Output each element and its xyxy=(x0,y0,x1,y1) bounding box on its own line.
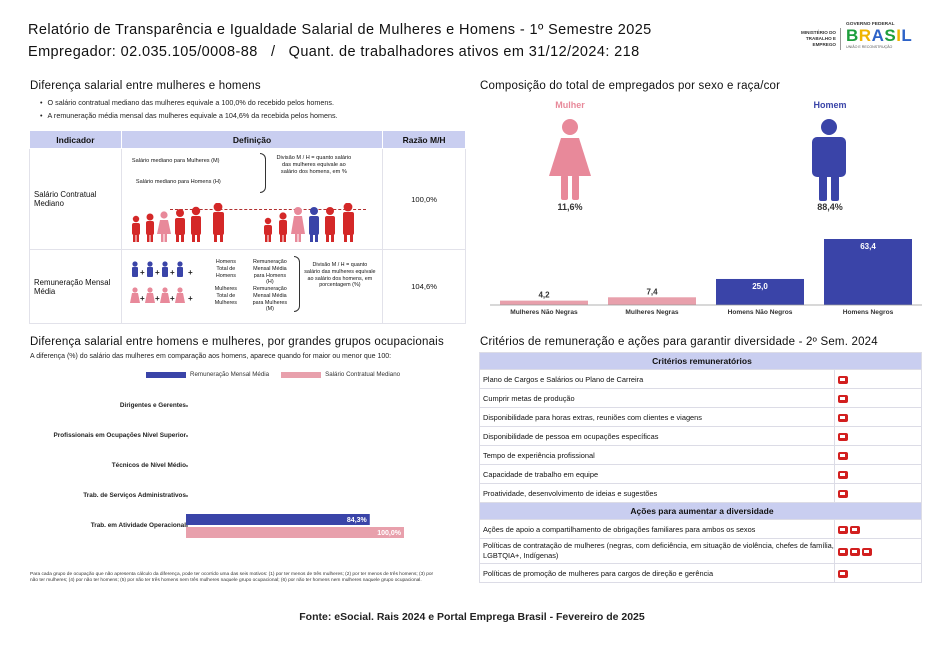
row1-def-women: Salário mediano para Mulheres (M) xyxy=(131,158,220,164)
svg-text:+: + xyxy=(139,294,145,303)
occ-label-5: Trab. em Atividade Operacional xyxy=(90,522,186,529)
col-definition: Definição xyxy=(121,131,382,149)
diversity-marks-3 xyxy=(835,564,922,583)
row1-def-men: Salário mediano para Homens (H) xyxy=(135,179,221,185)
rem-criteria-label-7: Proatividade, desenvolvimento de ideias e sugestões xyxy=(480,484,835,503)
female-icon xyxy=(547,118,593,202)
comp-category-label-3: Homens Não Negros xyxy=(727,309,793,316)
table-row xyxy=(480,520,922,539)
indicator-table xyxy=(29,130,466,324)
row2-people-icons xyxy=(130,260,220,312)
row2-def-women-total: Mulheres Total de Mulheres xyxy=(214,286,237,306)
rem-criteria-label-2: Cumprir metas de produção xyxy=(480,389,835,408)
table-row xyxy=(480,564,922,583)
svg-text:+: + xyxy=(154,294,160,303)
salary-gap-title: Diferença salarial entre mulheres e homens xyxy=(30,80,261,92)
comp-bar-2 xyxy=(608,297,696,305)
row2-brace xyxy=(294,256,300,312)
occupational-bar-chart xyxy=(186,400,426,540)
male-icon xyxy=(806,118,852,202)
female-label: Mulher xyxy=(555,100,585,110)
occ-bar-label-2-5: 100,0% xyxy=(377,530,401,537)
comp-bar-1 xyxy=(500,301,588,305)
indicator-table-header xyxy=(30,131,466,149)
male-label: Homem xyxy=(813,100,847,110)
row2-def-division: Divisão M / H = quanto salário das mulheres equivale ao salário dos homens, em porcentagem (%) xyxy=(304,262,376,289)
comp-bar-value-2: 7,4 xyxy=(646,287,658,297)
occ-label-4: Trab. de Serviços Administrativos xyxy=(83,492,186,499)
salary-gap-bullet-2: • A remuneração média mensal das mulheres equivale a 104,6% da recebida pelos homens. xyxy=(40,111,338,120)
rem-criteria-marks-2 xyxy=(835,389,922,408)
check-mark-icon xyxy=(838,526,848,534)
table-row xyxy=(30,250,466,324)
occ-dot-5 xyxy=(186,525,188,527)
svg-text:+: + xyxy=(169,294,175,303)
composition-title: Composição do total de empregados por sexo e raça/cor xyxy=(480,80,781,92)
legend-label-rem: Remuneração Mensal Média xyxy=(190,371,270,378)
col-ratio: Razão M/H xyxy=(383,131,466,149)
row1-def-division: Divisão M / H = quanto salário das mulheres equivale ao salário dos homens, em % xyxy=(276,155,352,175)
rem-criteria-header xyxy=(480,353,922,370)
comp-category-label-4: Homens Negros xyxy=(842,309,894,316)
rem-criteria-label-3: Disponibilidade para horas extras, reuniões com clientes e viagens xyxy=(480,408,835,427)
comp-category-label-2: Mulheres Negras xyxy=(625,309,679,316)
row2-ratio: 104,6% xyxy=(383,250,466,324)
occ-dot-2 xyxy=(186,435,188,437)
occ-dot-4 xyxy=(186,495,188,497)
legend-label-sal: Salário Contratual Mediano xyxy=(325,371,401,378)
rem-criteria-label-1: Plano de Cargos e Salários ou Plano de Carreira xyxy=(480,370,835,389)
legend-swatch-rem xyxy=(146,372,186,378)
source-footer: Fonte: eSocial. Rais 2024 e Portal Emprega Brasil - Fevereiro de 2025 xyxy=(299,611,645,623)
check-mark-icon xyxy=(838,490,848,498)
male-pct: 88,4% xyxy=(817,202,843,212)
check-mark-icon xyxy=(838,471,848,479)
rem-criteria-marks-6 xyxy=(835,465,922,484)
svg-text:+: + xyxy=(187,268,193,277)
col-indicator: Indicador xyxy=(30,131,122,149)
table-row xyxy=(30,149,466,250)
table-row xyxy=(480,427,922,446)
diversity-header xyxy=(480,503,922,520)
gov-logo-bottom: UNIÃO E RECONSTRUÇÃO xyxy=(846,45,893,49)
table-row xyxy=(480,465,922,484)
svg-text:+: + xyxy=(154,268,160,277)
rem-criteria-label-6: Capacidade de trabalho em equipe xyxy=(480,465,835,484)
check-mark-icon xyxy=(850,548,860,556)
table-row xyxy=(480,484,922,503)
table-row xyxy=(480,370,922,389)
ministry-label: MINISTÉRIO DO TRABALHO E EMPREGO xyxy=(801,30,836,47)
comp-bar-value-1: 4,2 xyxy=(538,290,550,300)
svg-text:+: + xyxy=(187,294,193,303)
people-group-1 xyxy=(132,203,224,242)
check-mark-icon xyxy=(838,452,848,460)
svg-text:+: + xyxy=(169,268,175,277)
diversity-label-3: Políticas de promoção de mulheres para cargos de direção e gerência xyxy=(480,564,835,583)
legend-swatch-sal xyxy=(281,372,321,378)
salary-gap-bullet-1: • O salário contratual mediano das mulheres equivale a 100,0% do recebido pelos homens. xyxy=(40,98,334,107)
occ-label-1: Dirigentes e Gerentes xyxy=(119,402,186,409)
gov-logo-top: GOVERNO FEDERAL xyxy=(846,22,895,27)
diversity-marks-2 xyxy=(835,539,922,564)
check-mark-icon xyxy=(838,433,848,441)
table-row xyxy=(480,389,922,408)
criteria-title: Critérios de remuneração e ações para garantir diversidade - 2º Sem. 2024 xyxy=(480,336,878,348)
occ-bar-label-1-5: 84,3% xyxy=(346,517,367,524)
rem-criteria-marks-1 xyxy=(835,370,922,389)
rem-criteria-marks-3 xyxy=(835,408,922,427)
occ-bar-2-5 xyxy=(186,527,404,538)
rem-criteria-marks-4 xyxy=(835,427,922,446)
check-mark-icon xyxy=(838,376,848,384)
gov-logo xyxy=(846,22,916,58)
check-mark-icon xyxy=(862,548,872,556)
check-mark-icon xyxy=(838,548,848,556)
person-median-man xyxy=(309,207,319,242)
row2-def-men-avg: Remuneração Mensal Média para Homens (H) xyxy=(252,259,287,286)
row2-def-men-total: Homens Total de Homens xyxy=(215,259,236,279)
row1-people-icons xyxy=(128,203,378,248)
table-row xyxy=(480,446,922,465)
header-divider xyxy=(840,28,841,50)
occ-bar-1-5 xyxy=(186,514,370,525)
occupational-subtitle: A diferença (%) do salário das mulheres em comparação aos homens, aparece quando for maior ou menor que 100: xyxy=(30,353,392,360)
female-pct: 11,6% xyxy=(557,202,583,212)
occ-dot-3 xyxy=(186,465,188,467)
report-title: Relatório de Transparência e Igualdade Salarial de Mulheres e Homens - 1º Semestre 2025 xyxy=(28,22,652,38)
occupational-footnote: Para cada grupo de ocupação que não apresenta cálculo da diferença, pode ter ocorrido uma das seis motivos: (1) por ter menos de três mulheres; (2) por ter menos de três homens; (3) por não ter mulheres; (4) por não ter homens; (5) por não ter três homens nem três mulheres naquele grupo ocupacional; (6) por não ter homens nem mulheres naquele grupo ocupacional. xyxy=(30,572,434,584)
occ-dot-1 xyxy=(186,405,188,407)
table-row xyxy=(480,539,922,564)
rem-criteria-label-5: Tempo de experiência profissional xyxy=(480,446,835,465)
row2-indicator: Remuneração Mensal Média xyxy=(30,250,122,324)
report-subtitle: Empregador: 02.035.105/0008-88 / Quant. de trabalhadores ativos em 31/12/2024: 218 xyxy=(28,44,640,60)
rem-criteria-marks-5 xyxy=(835,446,922,465)
comp-bar-value-4: 63,4 xyxy=(860,242,876,251)
occupational-title: Diferença salarial entre homens e mulheres, por grandes grupos ocupacionais xyxy=(30,336,444,348)
gov-logo-brand: BRASIL xyxy=(846,26,913,45)
check-mark-icon xyxy=(838,395,848,403)
row2-def-women-avg: Remuneração Mensal Média para Mulheres (M) xyxy=(252,286,288,313)
diversity-marks-1 xyxy=(835,520,922,539)
check-mark-icon xyxy=(838,570,848,578)
composition-bar-chart xyxy=(490,225,922,320)
diversity-label-1: Ações de apoio a compartilhamento de obrigações familiares para ambos os sexos xyxy=(480,520,835,539)
row2-definition xyxy=(121,250,382,324)
rem-criteria-label-4: Disponibilidade de pessoa em ocupações específicas xyxy=(480,427,835,446)
table-row xyxy=(480,408,922,427)
svg-text:+: + xyxy=(139,268,145,277)
comp-bar-value-3: 25,0 xyxy=(752,281,768,291)
occ-label-2: Profissionais em Ocupações Nível Superior xyxy=(53,432,186,439)
row1-indicator: Salário Contratual Mediano xyxy=(30,149,122,250)
occ-legend xyxy=(146,371,400,378)
check-mark-icon xyxy=(838,414,848,422)
rem-criteria-marks-7 xyxy=(835,484,922,503)
row1-ratio: 100,0% xyxy=(383,149,466,250)
row1-brace xyxy=(260,153,266,193)
row1-definition xyxy=(121,149,382,250)
criteria-table xyxy=(479,352,922,583)
check-mark-icon xyxy=(850,526,860,534)
comp-category-label-1: Mulheres Não Negras xyxy=(510,309,578,316)
diversity-header-label: Ações para aumentar a diversidade xyxy=(480,503,922,520)
diversity-label-2: Políticas de contratação de mulheres (negras, com deficiência, em situação de violência, chefes de família, LGBTQIA+, Indígenas) xyxy=(480,539,835,564)
rem-criteria-header-label: Critérios remuneratórios xyxy=(480,353,922,370)
occ-label-3: Técnicos de Nível Médio xyxy=(111,462,186,469)
